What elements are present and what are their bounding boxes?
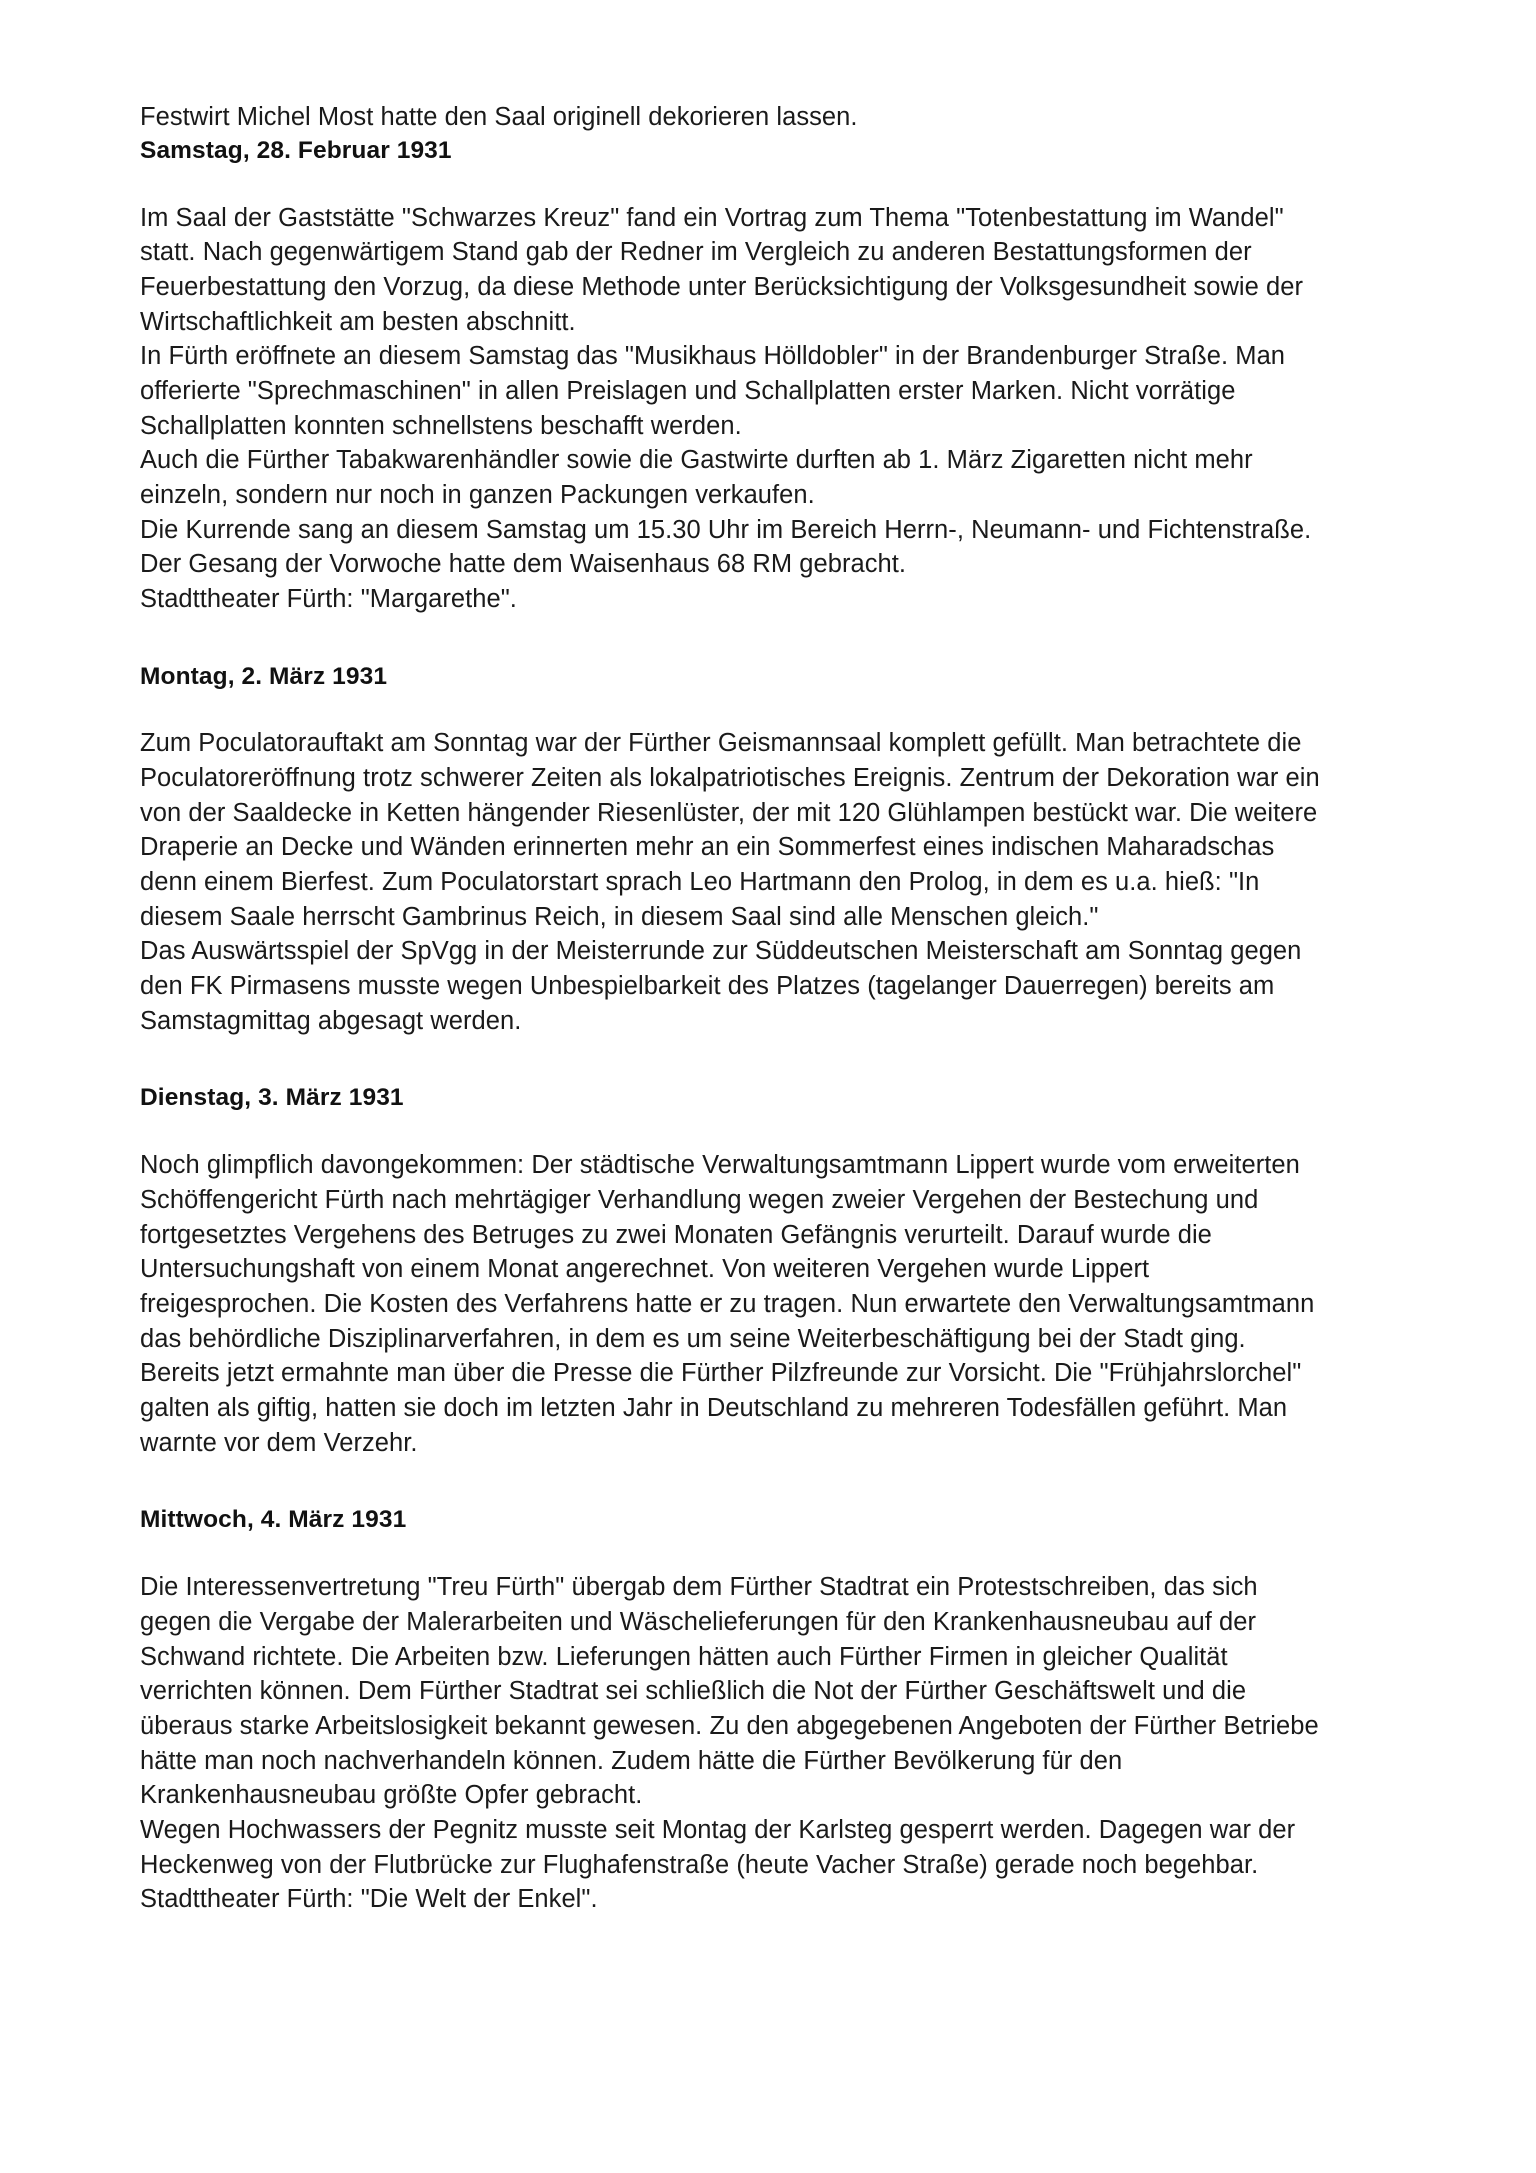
diary-entry-section <box>140 1082 1330 1460</box>
entry-paragraph: Die Interessenvertretung "Treu Fürth" übergab dem Fürther Stadtrat ein Protestschreiben, das sich gegen die Vergabe der Malerarbeiten und Wäschelieferungen für den Krankenhausneubau auf der Schwand richtete. Die Arbeiten bzw. Lieferungen hätten auch Fürther Firmen in gleicher Qualität verrichten können. Dem Fürther Stadtrat sei schließlich die Not der Fürther Geschäftswelt und die überaus starke Arbeitslosigkeit bekannt gewesen. Zu den abgegebenen Angeboten der Fürther Betriebe hätte man noch nachverhandeln können. Zudem hätte die Fürther Bevölkerung für den Krankenhausneubau größte Opfer gebracht. <box>140 1573 1319 1810</box>
date-heading: Montag, 2. März 1931 <box>140 662 388 690</box>
entry-paragraph: Noch glimpflich davongekommen: Der städtische Verwaltungsamtmann Lippert wurde vom erweiterten Schöffengericht Fürth nach mehrtägiger Verhandlung wegen zweier Vergehen der Bestechung und fortgesetztes Vergehens des Betruges zu zwei Monaten Gefängnis verurteilt. Darauf wurde die Untersuchungshaft von einem Monat angerechnet. Von weiteren Vergehen wurde Lippert freigesprochen. Die Kosten des Verfahrens hatte er zu tragen. Nun erwartete den Verwaltungsamtmann das behördliche Disziplinarverfahren, in dem es um seine Weiterbeschäftigung bei der Stadt ging. <box>140 1151 1315 1353</box>
diary-entry-section <box>140 1504 1330 1917</box>
entry-paragraph: Auch die Fürther Tabakwarenhändler sowie die Gastwirte durften ab 1. März Zigaretten nicht mehr einzeln, sondern nur noch in ganzen Packungen verkaufen. <box>140 446 1253 509</box>
date-heading: Dienstag, 3. März 1931 <box>140 1084 404 1112</box>
entry-paragraph: In Fürth eröffnete an diesem Samstag das "Musikhaus Hölldobler" in der Brandenburger Straße. Man offerierte "Sprechmaschinen" in allen Preislagen und Schallplatten erster Marken. Nicht vorrätige Schallplatten konnten schnellstens beschafft werden. <box>140 342 1286 440</box>
diary-entry-section <box>140 661 1330 1039</box>
entry-paragraph: Wegen Hochwassers der Pegnitz musste seit Montag der Karlsteg gesperrt werden. Dagegen war der Heckenweg von der Flutbrücke zur Flughafenstraße (heute Vacher Straße) gerade noch begehbar. <box>140 1815 1296 1879</box>
date-heading: Mittwoch, 4. März 1931 <box>140 1506 407 1534</box>
entry-paragraph: Im Saal der Gaststätte "Schwarzes Kreuz" fand ein Vortrag zum Thema "Totenbestattung im Wandel" statt. Nach gegenwärtigem Stand gab der Redner im Vergleich zu anderen Bestattungsformen der Feuerbestattung den Vorzug, da diese Methode unter Berücksichtigung der Volksgesundheit sowie der Wirtschaftlichkeit am besten abschnitt. <box>140 203 1304 336</box>
diary-entry-section <box>140 135 1330 617</box>
entry-paragraph: Die Kurrende sang an diesem Samstag um 15.30 Uhr im Bereich Herrn-, Neumann- und Fichtenstraße. Der Gesang der Vorwoche hatte dem Waisenhaus 68 RM gebracht. <box>140 515 1312 579</box>
entry-paragraph: Stadttheater Fürth: "Margarethe". <box>140 584 517 613</box>
entry-paragraph: Bereits jetzt ermahnte man über die Presse die Fürther Pilzfreunde zur Vorsicht. Die "Frühjahrslorchel" galten als giftig, hatten sie doch im letzten Jahr in Deutschland zu mehreren Todesfällen geführt. Man warnte vor dem Verzehr. <box>140 1359 1302 1457</box>
date-heading: Samstag, 28. Februar 1931 <box>140 136 452 164</box>
entry-paragraph: Zum Poculatorauftakt am Sonntag war der Fürther Geismannsaal komplett gefüllt. Man betrachtete die Poculatoreröffnung trotz schwerer Zeiten als lokalpatriotisches Ereignis. Zentrum der Dekoration war ein von der Saaldecke in Ketten hängender Riesenlüster, der mit 120 Glühlampen bestückt war. Die weitere Draperie an Decke und Wänden erinnerten mehr an ein Sommerfest eines indischen Maharadschas denn einem Bierfest. Zum Poculatorstart sprach Leo Hartmann den Prolog, in dem es u.a. hieß: "In diesem Saale herrscht Gambrinus Reich, in diesem Saal sind alle Menschen gleich." <box>140 729 1320 931</box>
entry-paragraph: Das Auswärtsspiel der SpVgg in der Meisterrunde zur Süddeutschen Meisterschaft am Sonntag gegen den FK Pirmasens musste wegen Unbespielbarkeit des Platzes (tagelanger Dauerregen) bereits am Samstagmittag abgesagt werden. <box>140 937 1302 1035</box>
entry-paragraph: Stadttheater Fürth: "Die Welt der Enkel". <box>140 1885 598 1914</box>
lead-paragraph: Festwirt Michel Most hatte den Saal originell dekorieren lassen. <box>140 103 858 131</box>
document-body <box>140 100 1330 1917</box>
